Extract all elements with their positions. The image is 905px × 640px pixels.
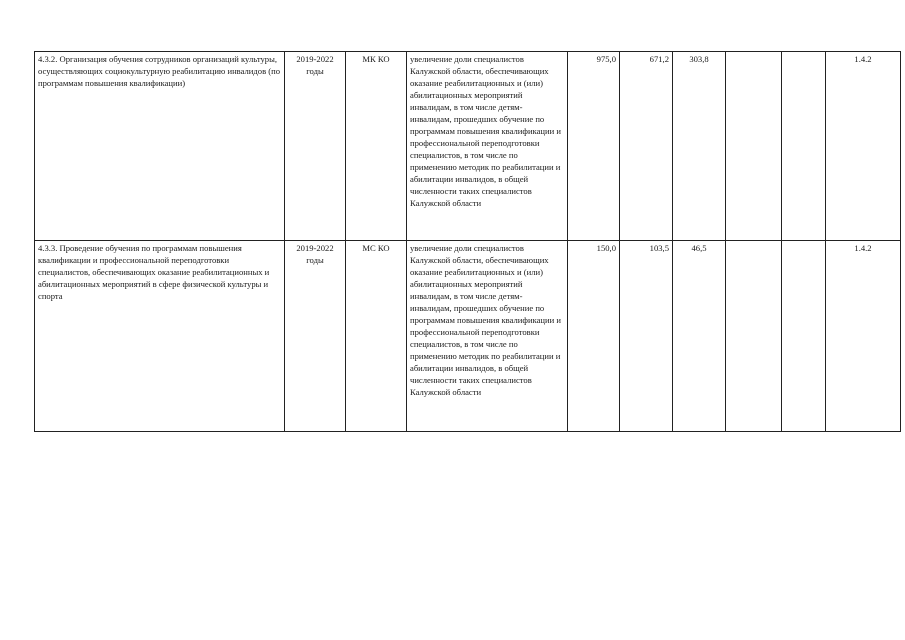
program-measures-table	[34, 51, 901, 432]
executor-cell: МК КО	[346, 52, 407, 241]
value-cell-4	[782, 241, 826, 432]
code-cell: 1.4.2	[826, 241, 901, 432]
value-cell-1: 671,2	[620, 52, 673, 241]
value-cell-1: 103,5	[620, 241, 673, 432]
code-cell: 1.4.2	[826, 52, 901, 241]
value-cell-3	[726, 52, 782, 241]
indicator-cell: увеличение доли специалистов Калужской области, обеспечивающих оказание реабилитационных и (или) абилитационных мероприятий инвалидам, в том числе детям-инвалидам, прошедших обучение по программам повышения квалификации и профессиональной переподготовки специалистов, в том числе по применению методик по реабилитации и абилитации инвалидов, в общей численности таких специалистов Калужской области	[407, 241, 568, 432]
table-row	[35, 52, 901, 241]
measure-cell: 4.3.3. Проведение обучения по программам повышения квалификации и профессиональной переподготовки специалистов, обеспечивающих оказание реабилитационных и абилитационных мероприятий в сфере физической культуры и спорта	[35, 241, 285, 432]
value-cell-4	[782, 52, 826, 241]
total-cell: 975,0	[568, 52, 620, 241]
period-cell: 2019-2022 годы	[285, 52, 346, 241]
indicator-cell: увеличение доли специалистов Калужской области, обеспечивающих оказание реабилитационных и (или) абилитационных мероприятий инвалидам, в том числе детям-инвалидам, прошедших обучение по программам повышения квалификации и профессиональной переподготовки специалистов, в том числе по применению методик по реабилитации и абилитации инвалидов, в общей численности таких специалистов Калужской области	[407, 52, 568, 241]
value-cell-2: 303,8	[673, 52, 726, 241]
period-cell: 2019-2022 годы	[285, 241, 346, 432]
value-cell-3	[726, 241, 782, 432]
value-cell-2: 46,5	[673, 241, 726, 432]
table-row	[35, 241, 901, 432]
total-cell: 150,0	[568, 241, 620, 432]
measure-cell: 4.3.2. Организация обучения сотрудников организаций культуры, осуществляющих социокультурную реабилитацию инвалидов (по программам повышения квалификации)	[35, 52, 285, 241]
executor-cell: МС КО	[346, 241, 407, 432]
